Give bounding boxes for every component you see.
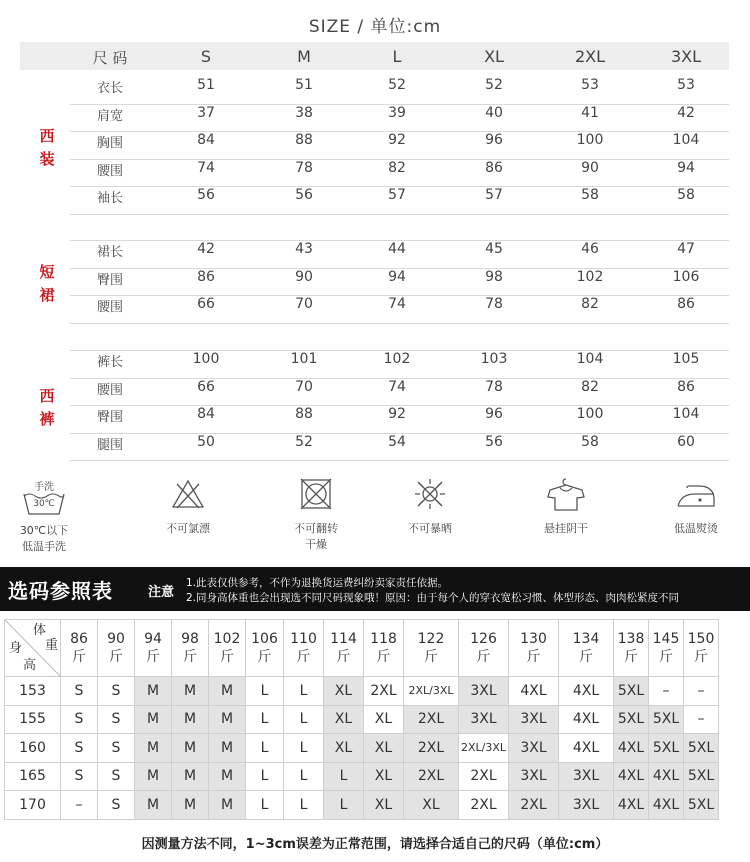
table-row	[5, 791, 719, 820]
weight-unit: 斤	[476, 649, 491, 665]
size-cell: 5XL	[649, 705, 684, 734]
size-cell: 4XL	[559, 705, 614, 734]
hang-dry-shirt-icon	[546, 478, 586, 512]
low-iron-label: 低温熨烫	[674, 522, 718, 535]
weight-value: 150	[687, 631, 715, 647]
measure-value: 86	[485, 159, 503, 176]
size-cell: L	[284, 705, 324, 734]
weight-unit: 斤	[146, 649, 160, 665]
weight-unit: 斤	[336, 649, 351, 665]
size-cell: L	[246, 762, 284, 791]
table-corner	[5, 620, 61, 677]
care-low-iron	[658, 478, 734, 536]
measure-value: 70	[295, 378, 313, 395]
weight-value: 98	[181, 631, 199, 647]
measure-value: 84	[197, 132, 215, 149]
size-cell: L	[324, 762, 364, 791]
size-cell: M	[172, 762, 209, 791]
no-bleach-label: 不可氯漂	[166, 522, 210, 535]
care-no-bleach	[150, 478, 226, 536]
measure-label: 袖长	[96, 191, 123, 207]
section-label-1-char: 裙	[39, 286, 55, 305]
corner-body: 身	[9, 641, 23, 656]
weight-header-cell	[246, 620, 284, 677]
measure-value: 106	[672, 268, 700, 285]
table-row	[5, 677, 719, 706]
row-divider	[70, 214, 729, 215]
size-cell: L	[246, 734, 284, 763]
weight-header-cell	[135, 620, 172, 677]
no-bleach-icon	[171, 478, 205, 510]
no-sun-icon	[413, 478, 447, 510]
measure-value: 46	[581, 241, 599, 257]
measure-value: 58	[581, 433, 599, 450]
measure-value: 100	[576, 406, 604, 423]
height-cell: 170	[5, 791, 61, 820]
size-cell: 4XL	[614, 762, 649, 791]
hand-wash-temp: 30℃	[33, 499, 55, 509]
weight-unit: 斤	[257, 649, 272, 665]
size-cell: S	[98, 734, 135, 763]
weight-header-cell	[324, 620, 364, 677]
measure-label: 裤长	[96, 355, 123, 370]
size-cell: M	[209, 762, 246, 791]
measure-value: 100	[192, 351, 220, 367]
height-cell: 153	[5, 677, 61, 706]
size-cell: S	[98, 677, 135, 706]
weight-unit: 斤	[109, 649, 123, 665]
hand-wash-icon-label: 手洗	[34, 482, 54, 493]
measure-label: 裙长	[96, 245, 123, 260]
measure-value: 78	[485, 296, 503, 313]
measure-value: 39	[388, 104, 406, 121]
size-cell: 5XL	[649, 734, 684, 763]
size-cell: M	[135, 791, 172, 820]
size-cell: 2XL	[364, 677, 404, 706]
measure-value: 74	[197, 159, 215, 176]
measure-value: 56	[295, 187, 313, 204]
measure-label: 腰围	[96, 300, 123, 316]
size-cell: 3XL	[559, 791, 614, 820]
measure-value: 38	[295, 104, 313, 121]
size-cell: M	[172, 791, 209, 820]
weight-value: 130	[520, 631, 547, 647]
measure-value: 90	[581, 159, 599, 176]
section-label-1-char: 短	[39, 263, 55, 282]
measure-label: 腰围	[96, 382, 123, 398]
size-cell: M	[135, 734, 172, 763]
measure-value: 56	[197, 187, 215, 204]
size-header-s: S	[200, 47, 212, 66]
weight-value: 126	[470, 631, 497, 647]
measure-value: 92	[388, 132, 406, 149]
measure-value: 104	[576, 351, 604, 367]
weight-value: 122	[417, 631, 445, 647]
size-cell: L	[284, 791, 324, 820]
size-header-xl: XL	[484, 47, 504, 66]
size-cell: 2XL/3XL	[459, 734, 509, 763]
note-label: 注意	[148, 585, 175, 600]
weight-header-cell	[404, 620, 459, 677]
measure-value: 43	[295, 241, 313, 257]
size-cell: XL	[364, 734, 404, 763]
measure-value: 50	[197, 433, 215, 450]
size-header-3xl: 3XL	[670, 47, 702, 66]
measure-value: 58	[581, 187, 599, 204]
size-cell: 5XL	[684, 791, 719, 820]
size-cell: S	[98, 705, 135, 734]
size-cell: L	[246, 677, 284, 706]
size-cell: 5XL	[684, 762, 719, 791]
care-no-tumble	[278, 478, 354, 552]
weight-unit: 斤	[624, 649, 638, 665]
size-cell: –	[649, 677, 684, 706]
measure-value: 51	[295, 77, 313, 93]
size-cell: 4XL	[509, 677, 559, 706]
weight-value: 86	[70, 631, 88, 647]
measure-value: 94	[677, 159, 695, 176]
measure-value: 104	[672, 406, 700, 423]
measure-value: 78	[295, 159, 313, 176]
size-cell: L	[284, 677, 324, 706]
size-header-m: M	[297, 47, 311, 66]
measure-value: 47	[677, 241, 695, 257]
table-row	[5, 734, 719, 763]
size-cell: 4XL	[614, 734, 649, 763]
measure-value: 102	[576, 268, 604, 285]
measure-value: 92	[388, 406, 406, 423]
measure-label: 胸围	[96, 136, 123, 152]
row-divider	[70, 323, 729, 324]
measure-value: 74	[388, 296, 406, 313]
note-line-1: 1.此表仅供参考，不作为退换货运费纠纷卖家责任依据。	[186, 577, 449, 589]
section-label-0-char: 装	[39, 150, 55, 168]
measure-value: 45	[485, 241, 503, 257]
corner-weight-1: 体	[33, 623, 47, 638]
measure-value: 53	[677, 77, 695, 93]
size-cell: 5XL	[684, 734, 719, 763]
measure-value: 105	[672, 351, 700, 367]
measure-value: 70	[295, 296, 313, 313]
no-tumble-label-1: 不可翻转	[294, 522, 338, 535]
weight-header-cell	[684, 620, 719, 677]
measure-value: 98	[485, 268, 503, 285]
size-cell: –	[684, 677, 719, 706]
banner-title: 选码参照表	[8, 579, 113, 603]
weight-header-cell	[284, 620, 324, 677]
size-cell: XL	[364, 791, 404, 820]
weight-header-cell	[509, 620, 559, 677]
weight-header-cell	[614, 620, 649, 677]
measure-value: 96	[485, 406, 503, 423]
height-cell: 165	[5, 762, 61, 791]
measure-value: 44	[388, 241, 406, 257]
corner-weight-2: 重	[45, 638, 59, 653]
size-cell: L	[246, 705, 284, 734]
weight-unit: 斤	[296, 649, 311, 665]
measure-value: 54	[388, 433, 406, 450]
measure-value: 82	[581, 378, 599, 395]
size-cell: L	[324, 791, 364, 820]
weight-header-cell	[172, 620, 209, 677]
measure-value: 66	[197, 378, 215, 395]
size-cell: M	[135, 705, 172, 734]
weight-unit: 斤	[579, 649, 593, 665]
measure-value: 74	[388, 378, 406, 395]
height-cell: 160	[5, 734, 61, 763]
size-cell: 2XL	[459, 762, 509, 791]
size-cell: M	[135, 762, 172, 791]
measure-value: 57	[388, 187, 406, 204]
size-cell: 2XL	[459, 791, 509, 820]
size-header-l: L	[392, 47, 402, 66]
size-cell: 3XL	[509, 705, 559, 734]
weight-value: 134	[572, 631, 600, 647]
hang-dry-label: 悬挂阴干	[544, 522, 588, 535]
size-cell: 4XL	[559, 734, 614, 763]
section-label-0-char: 西	[39, 127, 55, 145]
weight-header-cell	[649, 620, 684, 677]
size-cell: M	[209, 677, 246, 706]
footer-note: 因测量方法不同，1~3cm误差为正常范围，请选择合适自己的尺码（单位:cm）	[141, 837, 609, 852]
size-header-2xl: 2XL	[574, 47, 606, 66]
weight-unit: 斤	[526, 649, 541, 665]
weight-value: 90	[107, 631, 125, 647]
weight-unit: 斤	[183, 649, 197, 665]
size-cell: 2XL/3XL	[404, 677, 459, 706]
low-iron-icon	[675, 478, 717, 510]
size-cell: S	[61, 762, 98, 791]
corner-height: 高	[23, 658, 37, 673]
size-cell: 2XL	[404, 762, 459, 791]
weight-value: 114	[330, 631, 357, 647]
measure-value: 37	[197, 104, 215, 121]
size-cell: 3XL	[559, 762, 614, 791]
weight-header-cell	[61, 620, 98, 677]
size-cell: 4XL	[559, 677, 614, 706]
measure-value: 102	[383, 351, 411, 367]
table-row	[5, 762, 719, 791]
size-cell: –	[61, 791, 98, 820]
section-label-2-char: 西	[39, 387, 55, 406]
weight-header-cell	[98, 620, 135, 677]
measure-value: 52	[295, 433, 313, 450]
measure-label: 腰围	[96, 163, 123, 179]
weight-value: 102	[213, 631, 241, 647]
size-cell: S	[61, 705, 98, 734]
measure-value: 40	[485, 104, 503, 121]
measure-label: 臀围	[96, 272, 123, 288]
measure-value: 42	[677, 104, 695, 121]
weight-value: 118	[370, 631, 397, 647]
measure-value: 88	[295, 132, 313, 149]
size-cell: XL	[324, 734, 364, 763]
section-label-2-char: 裤	[39, 410, 55, 429]
weight-unit: 斤	[694, 649, 708, 665]
weight-value: 106	[251, 631, 278, 647]
measure-value: 101	[290, 351, 318, 367]
measure-label: 腿围	[96, 437, 123, 453]
size-cell: L	[284, 734, 324, 763]
size-cell: S	[61, 677, 98, 706]
weight-header-cell	[459, 620, 509, 677]
size-cell: M	[209, 791, 246, 820]
size-cell: 5XL	[614, 677, 649, 706]
hand-wash-text-2: 低温手洗	[22, 540, 66, 553]
measure-value: 42	[197, 241, 215, 257]
measure-value: 58	[677, 187, 695, 204]
size-cell: M	[172, 734, 209, 763]
row-divider	[70, 460, 729, 461]
size-cell: 2XL	[404, 734, 459, 763]
measure-value: 96	[485, 132, 503, 149]
size-cell: L	[246, 791, 284, 820]
measure-value: 82	[388, 159, 406, 176]
size-cell: XL	[324, 705, 364, 734]
measure-value: 104	[672, 132, 700, 149]
weight-unit: 斤	[424, 649, 438, 665]
size-cell: 3XL	[509, 762, 559, 791]
weight-height-table	[4, 619, 719, 820]
note-line-2: 2.同身高体重也会出现选不同尺码现象哦！原因：由于每个人的穿衣宽松习惯、体型形态、肉肉松紧度不同	[186, 592, 680, 604]
measure-value: 51	[197, 77, 215, 93]
measure-value: 103	[480, 351, 508, 367]
care-hang-dry	[528, 478, 604, 536]
size-cell: 3XL	[459, 677, 509, 706]
measure-value: 66	[197, 296, 215, 313]
table-row	[5, 705, 719, 734]
size-cell: 2XL	[509, 791, 559, 820]
no-tumble-label-2: 干燥	[305, 538, 327, 551]
size-cell: L	[284, 762, 324, 791]
weight-header-row	[5, 620, 719, 677]
measure-value: 88	[295, 406, 313, 423]
measure-value: 53	[581, 77, 599, 93]
measure-value: 100	[576, 132, 604, 149]
weight-unit: 斤	[376, 649, 391, 665]
size-cell: –	[684, 705, 719, 734]
size-cell: 4XL	[649, 762, 684, 791]
measure-value: 94	[388, 268, 406, 285]
size-cell: M	[172, 677, 209, 706]
size-cell: XL	[364, 762, 404, 791]
no-sun-label: 不可暴晒	[408, 522, 452, 535]
size-cell: M	[209, 734, 246, 763]
size-guide-banner	[0, 567, 750, 611]
size-cell: 2XL	[404, 705, 459, 734]
size-cell: XL	[364, 705, 404, 734]
size-cell: 4XL	[614, 791, 649, 820]
size-cell: M	[135, 677, 172, 706]
care-hand-wash	[14, 478, 74, 554]
weight-unit: 斤	[220, 649, 234, 665]
weight-header-cell	[209, 620, 246, 677]
measure-value: 60	[677, 433, 695, 450]
size-cell: S	[98, 791, 135, 820]
weight-header-cell	[559, 620, 614, 677]
measure-value: 57	[485, 187, 503, 204]
measure-label: 臀围	[96, 410, 123, 426]
measure-value: 82	[581, 296, 599, 313]
height-cell: 155	[5, 705, 61, 734]
measure-value: 86	[677, 296, 695, 313]
weight-value: 110	[290, 631, 317, 647]
no-tumble-dry-icon	[299, 478, 333, 510]
size-cell: 3XL	[509, 734, 559, 763]
measure-value: 86	[197, 268, 215, 285]
measure-value: 84	[197, 406, 215, 423]
size-cell: S	[61, 734, 98, 763]
measure-value: 52	[485, 77, 503, 93]
size-cell: M	[172, 705, 209, 734]
measure-value: 41	[581, 104, 599, 121]
weight-value: 94	[144, 631, 162, 647]
measure-value: 78	[485, 378, 503, 395]
care-no-sun	[392, 478, 468, 536]
size-cell: M	[209, 705, 246, 734]
page-title: SIZE / 单位:cm	[308, 17, 442, 37]
weight-value: 138	[617, 631, 645, 647]
measure-value: 86	[677, 378, 695, 395]
size-cell: S	[98, 762, 135, 791]
weight-value: 145	[652, 631, 680, 647]
weight-unit: 斤	[72, 649, 86, 665]
weight-unit: 斤	[659, 649, 673, 665]
measure-value: 90	[295, 268, 313, 285]
measure-value: 56	[485, 433, 503, 450]
hand-wash-text-1: 30℃以下	[19, 524, 69, 537]
measure-label: 衣长	[96, 81, 123, 96]
size-cell: 3XL	[459, 705, 509, 734]
size-cell: XL	[324, 677, 364, 706]
size-header-label: 尺 码	[92, 49, 128, 67]
size-cell: 5XL	[614, 705, 649, 734]
measure-label: 肩宽	[96, 108, 123, 124]
size-cell: 4XL	[649, 791, 684, 820]
weight-header-cell	[364, 620, 404, 677]
measure-value: 52	[388, 77, 406, 93]
size-cell: XL	[404, 791, 459, 820]
